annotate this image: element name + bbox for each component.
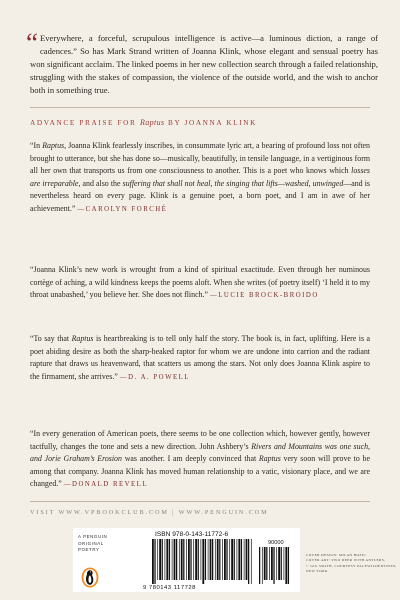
barcode-bar: [162, 539, 163, 580]
barcode-bar: [198, 539, 199, 580]
quote-text: Raptus: [42, 141, 65, 150]
barcode-bar: [244, 539, 245, 580]
barcode-bar: [152, 539, 154, 584]
barcode-bar: [271, 547, 273, 580]
barcode-bar: [288, 547, 289, 584]
barcode-bar: [266, 547, 267, 580]
barcode-bar: [190, 539, 191, 580]
barcode-bar: [259, 547, 260, 584]
quote-text: suffering that shall not heal, the singing that lifts—washed, unwinged: [122, 178, 344, 188]
praise-heading-title: Raptus: [139, 118, 165, 127]
price-addon-barcode: [259, 547, 293, 584]
barcode-bar: [273, 547, 274, 584]
open-quote-mark: “: [26, 28, 38, 58]
quote-text: “To say that: [30, 334, 72, 343]
barcode-bar: [237, 539, 238, 580]
series-label: A PENGUIN ORIGINAL POETRY: [78, 534, 108, 552]
barcode-bar: [231, 539, 233, 580]
barcode-bar: [269, 547, 270, 580]
blurb-brock-broido: [30, 264, 370, 303]
blurb-revell: [30, 428, 370, 492]
barcode-bar: [248, 539, 249, 584]
barcode-bar: [183, 539, 184, 580]
barcode-bar: [251, 539, 252, 584]
barcode-digits: 9 780143 117728: [143, 585, 196, 591]
barcode-bar: [262, 547, 263, 584]
quote-text: , Joanna Klink fearlessly inscribes, in consummate lyric art, a bearing of profound loss not often brought to utterance, but she has done so—musically, beautifully, in tensile language, in a vertiginous form all her own that transports us from one consciousness to another. This is a poet who knows which: [30, 141, 370, 176]
barcode-bar: [174, 539, 176, 580]
barcode-bar: [212, 539, 213, 580]
barcode-bar: [159, 539, 161, 580]
quote-text: Rivers and Mountains: [251, 441, 323, 451]
website-links: VISIT WWW.VPBOOKCLUB.COM | WWW.PENGUIN.COM: [30, 509, 269, 516]
barcode-bar: [264, 547, 266, 580]
quote-attribution: —DONALD REVELL: [63, 481, 148, 489]
barcode-bar: [202, 539, 204, 584]
quote-attribution: —D. A. POWELL: [119, 373, 190, 381]
barcode-bar: [181, 539, 183, 580]
barcode-bar: [188, 539, 190, 580]
quote-text: was one such, and Jorie Graham’s: [30, 441, 370, 464]
barcode-bar: [176, 539, 177, 580]
praise-heading-author: BY JOANNA KLINK: [168, 118, 258, 127]
barcode-bar: [229, 539, 230, 580]
divider-bottom: [30, 501, 370, 502]
barcode-bar: [281, 547, 282, 580]
barcode-bar: [224, 539, 226, 580]
praise-heading: [30, 118, 370, 127]
intro-blurb: [26, 28, 378, 97]
quote-attribution: —LUCIE BROCK-BROIDO: [209, 292, 319, 300]
barcode-bar: [201, 539, 202, 580]
quote-text: “In: [30, 141, 43, 150]
intro-text: Everywhere, a forceful, scrupulous intelligence is active—a luminous diction, a range of cadences.” So has Mark Strand written of Joanna Klink, whose elegant and sensual poetry has won significant acclaim. The linked poems in her new collection search through a failed relationship, struggling with the stakes of compassion, the violence of the outside world, and the wish to anchor both in something true.: [30, 33, 378, 95]
barcode-bar: [208, 539, 209, 580]
blurb-forche: [30, 140, 370, 217]
price-addon-number: 90000: [268, 540, 284, 546]
isbn-barcode: [152, 539, 254, 584]
barcode-bar: [172, 539, 173, 580]
praise-heading-lead: ADVANCE PRAISE FOR: [30, 118, 137, 127]
barcode-bar: [285, 547, 287, 584]
barcode-bar: [166, 539, 168, 580]
quote-text: “Joanna Klink’s new work is wrought from a kind of spiritual exactitude. Even through her numinous cortège of aching, a wild kindness keeps the poems aloft. When she writes (of poetry itself) ‘I held it to my throat unabashed,’ you believe her. She does not flinch.”: [30, 265, 370, 300]
cover-credits: COVER DESIGN: MILAN BOZIC COVER ART: TWO DEER WITH ANTLERS, © GIG SMITH, COURTESY PACEWILDENSTEIN, NEW YORK: [306, 553, 397, 573]
barcode-bar: [219, 539, 220, 580]
quote-text: was another. I am deeply convinced that: [121, 454, 259, 464]
barcode-bar: [246, 539, 248, 580]
divider-top: [30, 107, 370, 108]
barcode-bar: [179, 539, 180, 580]
quote-text: —and is nevertheless heard on every page. Klink is a genuine poet, a born poet, and I am in awe of her achievement.”: [30, 178, 370, 213]
barcode-bar: [195, 539, 197, 580]
barcode-bar: [278, 547, 280, 580]
quote-attribution: —CAROLYN FORCHÉ: [77, 205, 168, 213]
barcode-bar: [210, 539, 212, 580]
penguin-logo-icon: [81, 567, 99, 588]
barcode-bar: [217, 539, 219, 580]
quote-text: Erosion: [97, 454, 122, 464]
quote-text: Raptus: [258, 454, 281, 464]
quote-text: very soon will prove to be among that company. Joanna Klink has moved human relationship to a vatic, visionary place, and we are changed.”: [30, 454, 370, 489]
isbn-text: ISBN 978-0-143-11772-6: [155, 531, 229, 538]
blurb-powell: [30, 333, 370, 384]
barcode-panel: [73, 528, 300, 592]
quote-text: is heartbreaking is to tell only half the story. The book is, in fact, uplifting. Here is a poet abiding desire as both the sharp-beaked raptor for whom we are undone into carrion and the radiant rapture that draws us heavenward, that scatters us among the stars. Not only does Joanna Klink aspire to the firmament, she arrives.”: [30, 334, 371, 381]
barcode-bar: [205, 539, 206, 580]
barcode-bar: [222, 539, 223, 580]
barcode-bar: [284, 547, 285, 580]
barcode-bar: [157, 539, 158, 580]
barcode-bar: [238, 539, 240, 580]
quote-text: “In every generation of American poets, there seems to be one collection which, however gently, however tactfully, changes the tone and sets a new direction. John Ashbery’s: [30, 429, 370, 451]
barcode-bar: [276, 547, 277, 580]
barcode-bar: [186, 539, 187, 580]
barcode-bar: [165, 539, 166, 580]
quote-text: Raptus: [71, 334, 94, 343]
barcode-bar: [154, 539, 155, 584]
quote-text: , and also the: [78, 178, 123, 188]
barcode-bar: [226, 539, 227, 580]
barcode-bar: [241, 539, 242, 580]
barcode-bar: [215, 539, 216, 580]
barcode-bar: [169, 539, 170, 580]
barcode-bar: [234, 539, 235, 580]
quote-text: losses are irreparable: [30, 166, 370, 188]
barcode-bar: [193, 539, 194, 580]
